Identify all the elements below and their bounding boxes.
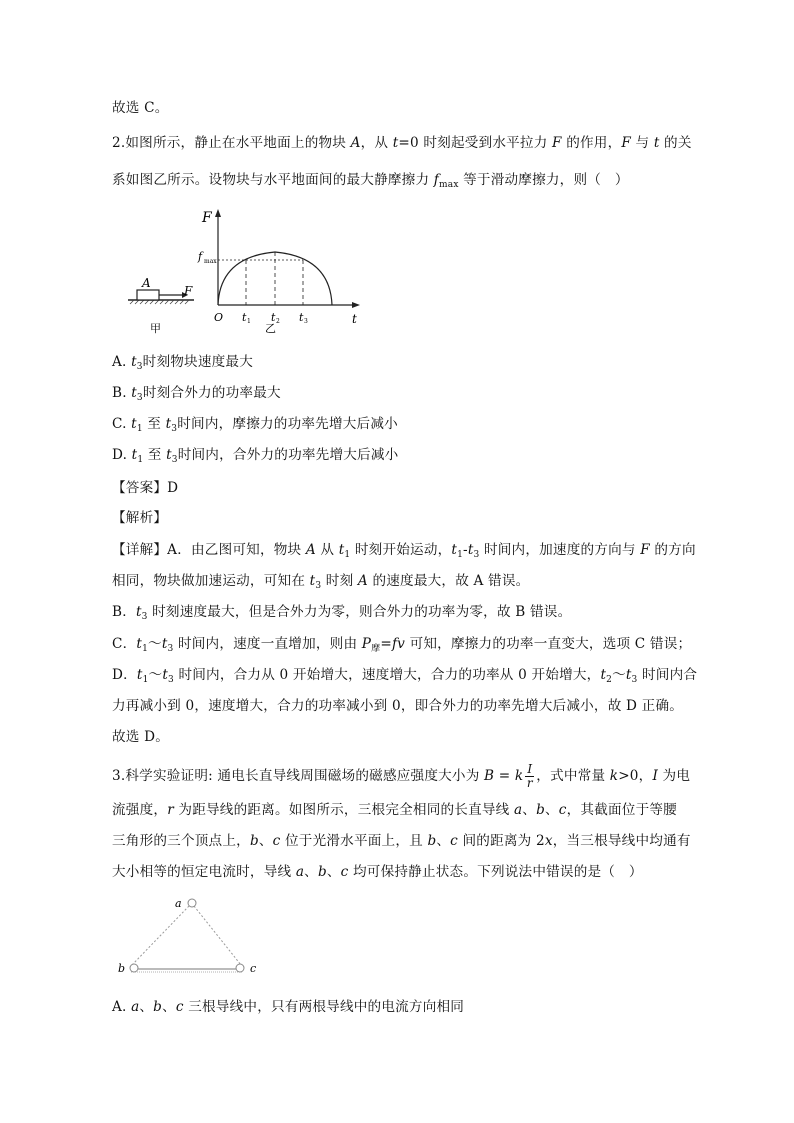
option-3a: A. a、b、c 三根导线中，只有两根导线中的电流方向相同: [112, 999, 465, 1015]
option-2b: B. $t_3$时刻合外力的功率最大: [112, 385, 281, 403]
t1-label: t: [242, 311, 247, 324]
option-2a: A. $t_3$时刻物块速度最大: [112, 354, 254, 372]
analysis-heading: 【解析】: [112, 510, 168, 526]
question-3-line-4: 大小相等的恒定电流时，导线 a、b、c 均可保持静止状态。下列说法中错误的是（ ）: [112, 864, 643, 880]
analysis-line-3: B．$t_3$ 时刻速度最大，但是合外力为零，则合外力的功率为零，故 B 错误。: [112, 604, 572, 622]
analysis-line-4: C．$t_1\sim t_3$ 时间内，速度一直增加，则由 $P_摩=fv$ 可知，摩擦力的功率一直变大，选项 C 错误；: [112, 636, 692, 654]
analysis-line-7: 故选 D。: [112, 729, 170, 745]
figure-label-yi: 乙: [265, 322, 276, 335]
fmax-label: f: [198, 250, 203, 263]
text-line-conclusion-c: 故选 C。: [112, 100, 169, 116]
answer-line: 【答案】D: [112, 480, 179, 496]
t3-sub: 3: [304, 318, 308, 325]
option-2d: D. $t_1$ 至 $t_3$时间内，合外力的功率先增大后减小: [112, 447, 399, 465]
t2-sub: 2: [276, 318, 280, 325]
question-2-line-2: 系如图乙所示。设物块与水平地面间的最大静摩擦力 $f_{max}$ 等于滑动摩擦力，则（ ）: [112, 172, 629, 190]
block-label: A: [142, 276, 151, 290]
f-axis-label: F: [202, 210, 212, 226]
f-axis-arrow: [215, 209, 221, 217]
t3-label: t: [299, 311, 304, 324]
wire-b: [130, 964, 138, 972]
origin-label: O: [214, 311, 224, 324]
question-3-line-2: 流强度，r 为距导线的距离。如图所示，三根完全相同的长直导线 a、b、c，其截面位于等腰: [112, 802, 677, 818]
wire-a: [188, 899, 196, 907]
fmax-sub: max: [204, 258, 217, 265]
figure-wires-triangle: [112, 892, 272, 982]
analysis-line-5: D．$t_1\sim t_3$ 时间内，合力从 0 开始增大，速度增大，合力的功率从 0 开始增大，$t_2\sim t_3$ 时间内合: [112, 667, 698, 685]
t1-sub: 1: [247, 318, 251, 325]
wire-c: [236, 964, 244, 972]
wire-c-label: c: [250, 962, 257, 975]
wire-b-label: b: [118, 962, 126, 975]
analysis-line-2: 相同，物块做加速运动，可知在 $t_3$ 时刻 A 的速度最大，故 A 错误。: [112, 573, 530, 591]
block-a: [137, 290, 159, 300]
question-2-line-1: 2.如图所示，静止在水平地面上的物块 A，从 t=0 时刻起受到水平拉力 F 的作用，F 与 t 的关: [112, 135, 692, 151]
wire-a-label: a: [175, 897, 182, 910]
question-3-line-1: 3.科学实验证明: 通电长直导线周围磁场的磁感应强度大小为 B = k $\frac{I}{r}$ ，式中常量 k>0，I 为电: [112, 762, 691, 790]
t-axis-label: t: [352, 312, 357, 326]
fraction-i-over-r: $\frac{I}{r}$: [526, 762, 533, 790]
side-ac: [194, 906, 241, 965]
analysis-line-1: 【详解】A．由乙图可知，物块 A 从 $t_1$ 时刻开始运动，$t_1-t_3$ 时间内，加速度的方向与 F 的方向: [112, 542, 696, 560]
option-2c: C. $t_1$ 至 $t_3$时间内，摩擦力的功率先增大后减小: [112, 416, 398, 434]
force-label: F: [184, 284, 193, 298]
side-ab: [132, 906, 189, 965]
question-3-line-3: 三角形的三个顶点上，b、c 位于光滑水平面上，且 b、c 间的距离为 2x，当三根导线中均通有: [112, 833, 691, 849]
figure-force-time: [120, 205, 370, 340]
figure-label-jia: 甲: [150, 322, 161, 335]
analysis-line-6: 力再减小到 0，速度增大，合力的功率减小到 0，即合外力的功率先增大后减小，故 D 正确。: [112, 698, 684, 714]
t2-label: t: [271, 311, 276, 324]
t-axis-arrow: [352, 302, 360, 308]
